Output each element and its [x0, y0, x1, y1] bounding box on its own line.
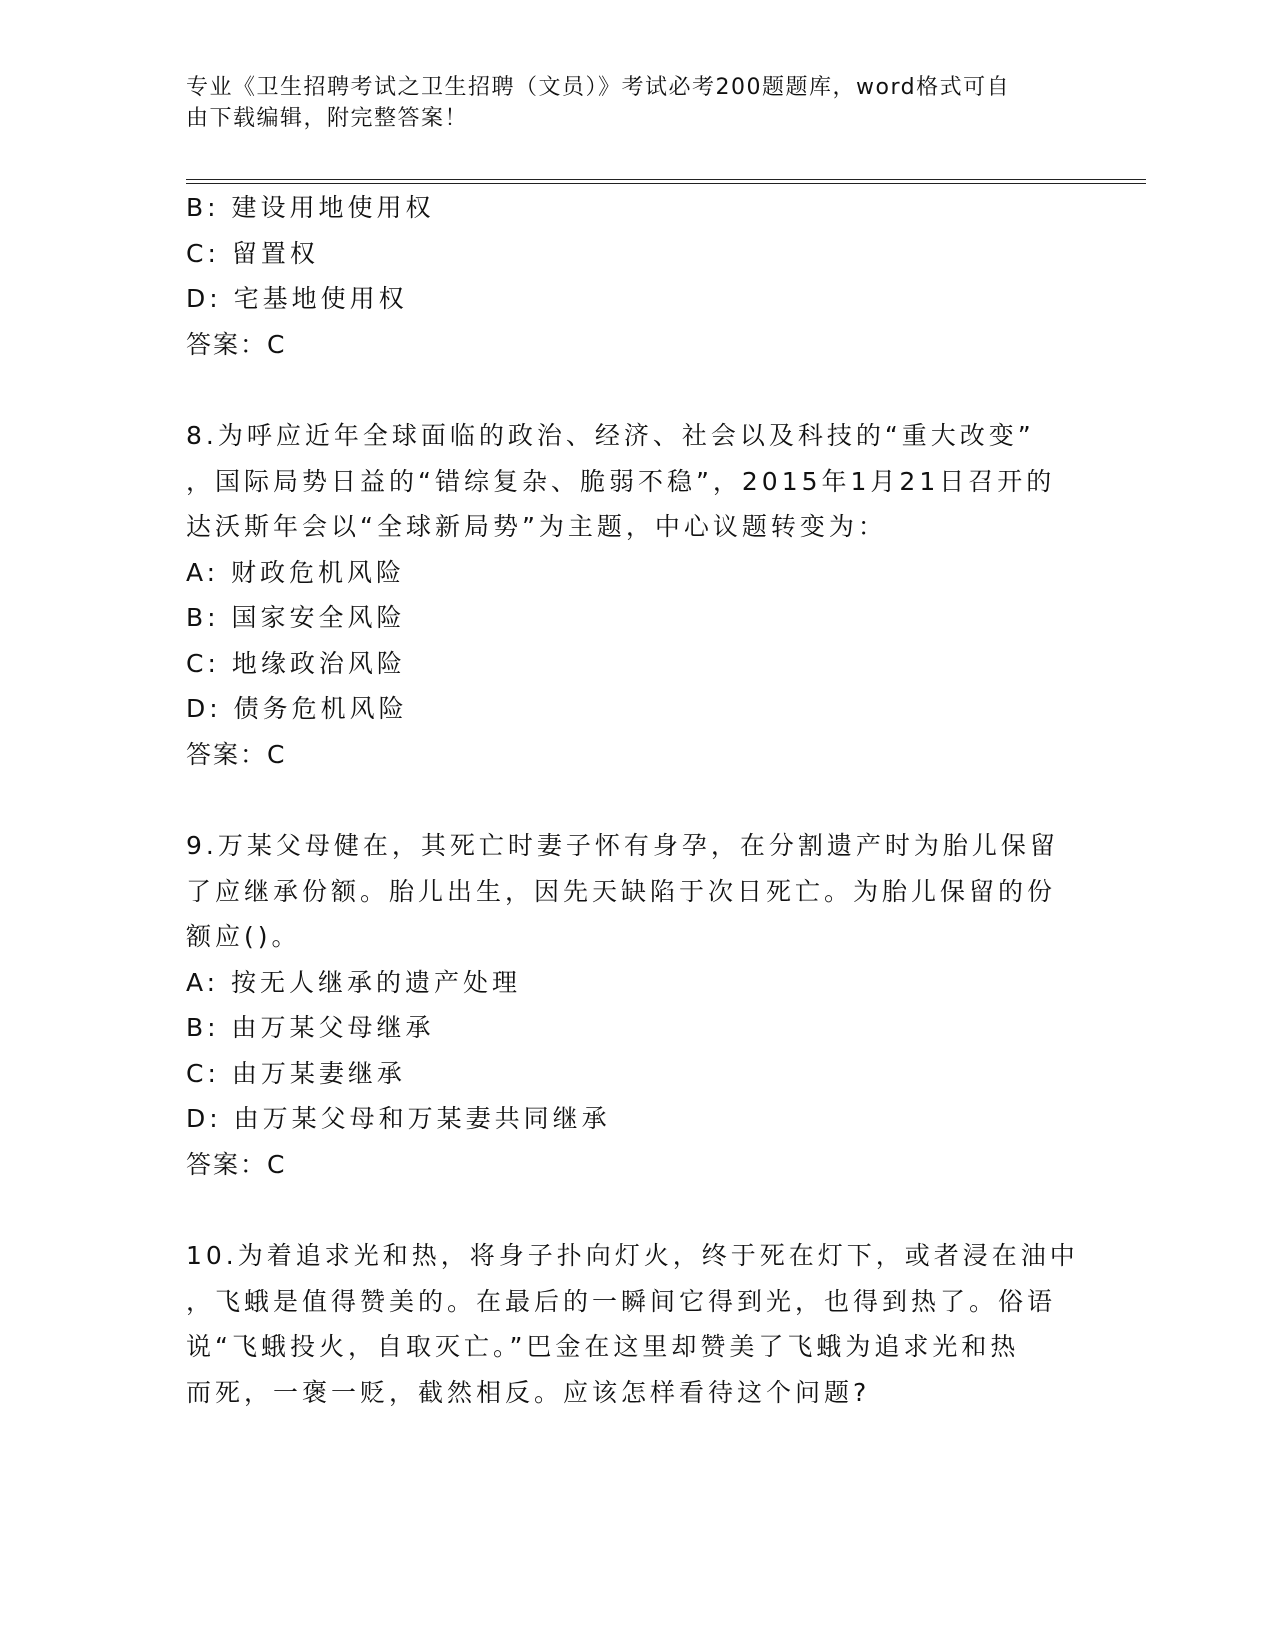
- question-text-line: 10.为着追求光和热，将身子扑向灯火，终于死在灯下，或者浸在油中: [186, 1241, 1079, 1270]
- question-7-tail: [186, 185, 1086, 367]
- option-d: D: 债务危机风险: [186, 694, 408, 723]
- question-text-line: 9.万某父母健在，其死亡时妻子怀有身孕，在分割遗产时为胎儿保留: [186, 831, 1059, 860]
- answer: 答案：C: [186, 329, 287, 359]
- answer: 答案：C: [186, 1149, 287, 1179]
- option-d: D: 宅基地使用权: [186, 284, 408, 313]
- option-a: A: 按无人继承的遗产处理: [186, 967, 522, 997]
- spacer: [186, 367, 1086, 413]
- question-9: [186, 823, 1086, 1187]
- answer: 答案：C: [186, 739, 287, 769]
- header-divider-bottom: [186, 183, 1146, 184]
- option-a: A: 财政危机风险: [186, 557, 406, 587]
- question-text-line: 说“飞蛾投火，自取灭亡。”巴金在这里却赞美了飞蛾为追求光和热: [186, 1332, 1020, 1361]
- header-line-1: 专业《卫生招聘考试之卫生招聘（文员）》考试必考200题题库，word格式可自: [186, 75, 1011, 100]
- question-text-line: 了应继承份额。胎儿出生，因先天缺陷于次日死亡。为胎儿保留的份: [186, 876, 1057, 906]
- option-c: C: 留置权: [186, 238, 319, 268]
- question-text-line: ，国际局势日益的“错综复杂、脆弱不稳”，2015年1月21日召开的: [186, 466, 1056, 496]
- option-b: B: 建设用地使用权: [186, 193, 435, 222]
- question-text-line: 额应()。: [186, 922, 301, 951]
- question-8: [186, 413, 1086, 777]
- spacer: [186, 777, 1086, 823]
- option-b: B: 国家安全风险: [186, 603, 406, 632]
- header-divider-top: [186, 179, 1146, 180]
- option-c: C: 由万某妻继承: [186, 1058, 406, 1088]
- question-text-line: 8.为呼应近年全球面临的政治、经济、社会以及科技的“重大改变”: [186, 421, 1035, 450]
- question-text-line: 达沃斯年会以“全球新局势”为主题，中心议题转变为：: [186, 512, 887, 541]
- question-text-line: 而死，一褒一贬，截然相反。应该怎样看待这个问题?: [186, 1377, 871, 1407]
- spacer: [186, 1187, 1086, 1233]
- header-line-2: 由下载编辑，附完整答案！: [186, 106, 469, 131]
- option-b: B: 由万某父母继承: [186, 1013, 435, 1042]
- question-text-line: ，飞蛾是值得赞美的。在最后的一瞬间它得到光，也得到热了。俗语: [186, 1286, 1057, 1316]
- option-d: D: 由万某父母和万某妻共同继承: [186, 1104, 611, 1133]
- document-body: [186, 185, 1086, 1415]
- document-header: [186, 72, 1066, 134]
- option-c: C: 地缘政治风险: [186, 648, 406, 678]
- question-10: [186, 1233, 1086, 1415]
